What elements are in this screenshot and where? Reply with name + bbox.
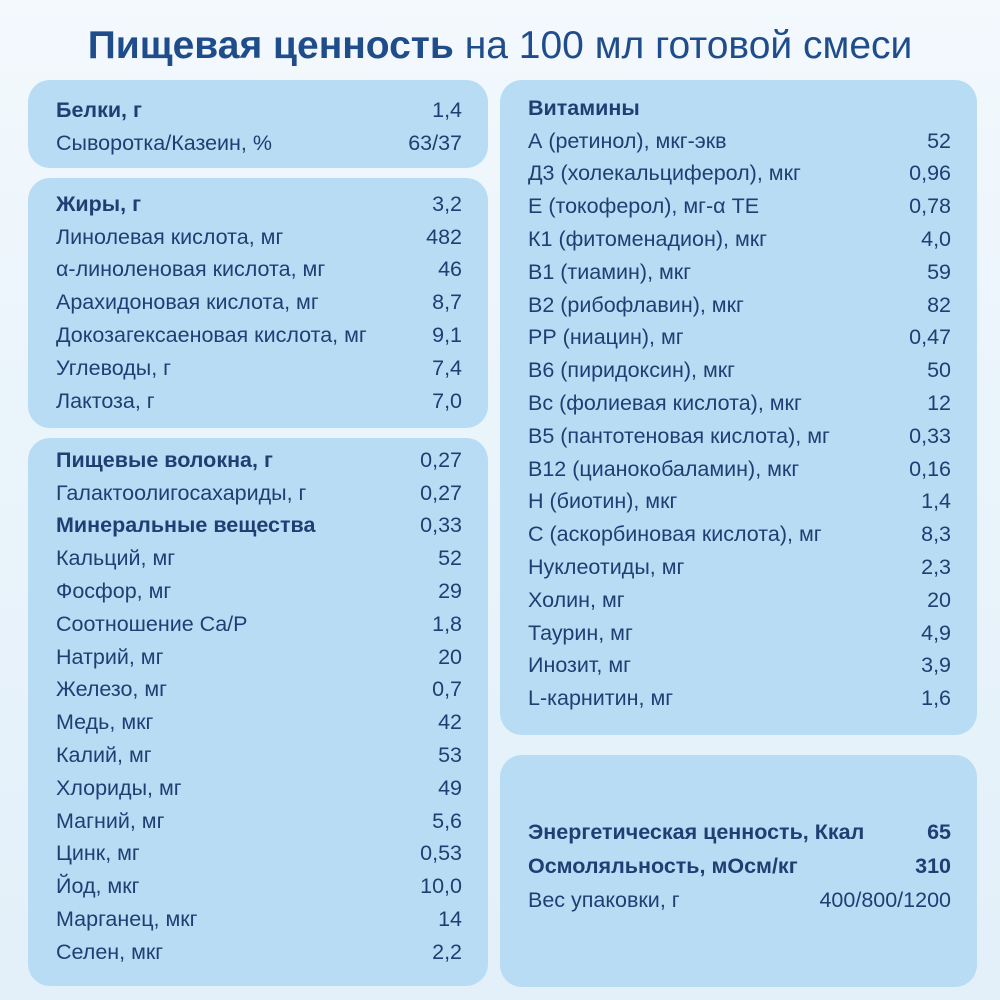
- vitamins-row-value: 0,16: [909, 456, 951, 481]
- fiber-row-label: Фосфор, мг: [56, 579, 172, 604]
- vitamins-row-value: 0,78: [909, 194, 951, 219]
- fiber-row-label: Соотношение Ca/P: [56, 611, 248, 636]
- vitamins-row-value: 20: [927, 587, 951, 612]
- fiber-row: [56, 575, 462, 608]
- protein-row: [56, 127, 462, 160]
- fats-row-label: α-линоленовая кислота, мг: [56, 257, 326, 282]
- fiber-row: [56, 674, 462, 707]
- energy-row: [528, 883, 951, 917]
- vitamins-row-label: РР (ниацин), мг: [528, 325, 684, 350]
- fiber-row-label: Марганец, мкг: [56, 907, 198, 932]
- vitamins-row-label: Холин, мг: [528, 587, 625, 612]
- vitamins-row-label: К1 (фитоменадион), мкг: [528, 227, 767, 252]
- fiber-row-label: Магний, мг: [56, 808, 165, 833]
- vitamins-row-value: 8,3: [921, 522, 951, 547]
- vitamins-panel: [500, 80, 977, 735]
- vitamins-row-value: 0,96: [909, 161, 951, 186]
- fats-row-value: 46: [438, 257, 462, 282]
- fiber-row-value: 42: [438, 710, 462, 735]
- fiber-row-value: 10,0: [420, 874, 462, 899]
- protein-row-value: 63/37: [408, 131, 462, 155]
- vitamins-row: [528, 289, 951, 322]
- vitamins-row-value: 1,6: [921, 686, 951, 711]
- vitamins-row-value: 4,9: [921, 620, 951, 645]
- fiber-row-label: Натрий, мг: [56, 644, 164, 669]
- vitamins-row-label: Е (токоферол), мг-α ТЕ: [528, 194, 760, 219]
- fats-row: [56, 286, 462, 319]
- fats-row-value: 7,4: [432, 355, 462, 380]
- protein-row-label: Белки, г: [56, 98, 142, 122]
- protein-row: [56, 94, 462, 127]
- page-title: [0, 22, 1000, 70]
- vitamins-row-label: Н (биотин), мкг: [528, 489, 678, 514]
- title-rest: на 100 мл готовой смеси: [464, 24, 913, 67]
- fiber-row-label: Пищевые волокна, г: [56, 447, 273, 472]
- fiber-row: [56, 838, 462, 871]
- fats-row-value: 3,2: [432, 191, 462, 216]
- vitamins-row-value: 0,33: [909, 423, 951, 448]
- fiber-row-value: 0,7: [432, 677, 462, 702]
- energy-panel: [500, 755, 977, 987]
- vitamins-row-value: 0,47: [909, 325, 951, 350]
- fats-row: [56, 254, 462, 287]
- vitamins-row-label: L-карнитин, мг: [528, 686, 674, 711]
- fiber-row-value: 2,2: [432, 939, 462, 964]
- vitamins-row-value: 82: [927, 292, 951, 317]
- vitamins-row: [528, 190, 951, 223]
- vitamins-row-value: 12: [927, 391, 951, 416]
- fats-row: [56, 385, 462, 418]
- fiber-row-value: 20: [438, 644, 462, 669]
- vitamins-row-label: В6 (пиридоксин), мкг: [528, 358, 735, 383]
- fiber-row-value: 49: [438, 775, 462, 800]
- vitamins-row-label: Витамины: [528, 95, 640, 120]
- fiber-minerals-panel: [28, 438, 488, 986]
- vitamins-row-label: В1 (тиамин), мкг: [528, 259, 692, 284]
- fiber-row: [56, 444, 462, 477]
- vitamins-row: [528, 158, 951, 191]
- fiber-row-label: Минеральные вещества: [56, 513, 316, 538]
- fats-row: [56, 188, 462, 221]
- fiber-row-label: Калий, мг: [56, 743, 152, 768]
- vitamins-row-label: С (аскорбиновая кислота), мг: [528, 522, 822, 547]
- fiber-row: [56, 706, 462, 739]
- fats-row-label: Жиры, г: [56, 191, 142, 216]
- fiber-row: [56, 641, 462, 674]
- fats-row: [56, 352, 462, 385]
- vitamins-row: [528, 551, 951, 584]
- fats-panel: [28, 178, 488, 428]
- vitamins-row-label: Нуклеотиды, мг: [528, 555, 685, 580]
- energy-row-label: Осмоляльность, мОсм/кг: [528, 853, 798, 878]
- vitamins-row: [528, 453, 951, 486]
- fiber-row-value: 0,27: [420, 447, 462, 472]
- energy-row-value: 65: [927, 819, 951, 844]
- fiber-row-label: Йод, мкг: [56, 874, 140, 899]
- vitamins-row: [528, 354, 951, 387]
- fiber-row-label: Хлориды, мг: [56, 775, 182, 800]
- fiber-row: [56, 477, 462, 510]
- vitamins-row-label: А (ретинол), мкг-экв: [528, 128, 727, 153]
- fiber-row: [56, 936, 462, 969]
- energy-row-value: 400/800/1200: [819, 887, 951, 912]
- vitamins-row: [528, 518, 951, 551]
- vitamins-row: [528, 387, 951, 420]
- fiber-row: [56, 870, 462, 903]
- vitamins-row: [528, 125, 951, 158]
- fiber-row-value: 0,33: [420, 513, 462, 538]
- vitamins-row: [528, 650, 951, 683]
- vitamins-row-label: В12 (цианокобаламин), мкг: [528, 456, 800, 481]
- fats-row-value: 9,1: [432, 323, 462, 348]
- fats-row-value: 8,7: [432, 290, 462, 315]
- fiber-row-value: 5,6: [432, 808, 462, 833]
- fiber-row-value: 53: [438, 743, 462, 768]
- fiber-row: [56, 772, 462, 805]
- vitamins-row: [528, 223, 951, 256]
- vitamins-row-label: Таурин, мг: [528, 620, 633, 645]
- vitamins-row-label: Инозит, мг: [528, 653, 631, 678]
- vitamins-row-value: 59: [927, 259, 951, 284]
- fats-row-label: Арахидоновая кислота, мг: [56, 290, 319, 315]
- vitamins-row: [528, 682, 951, 715]
- fiber-row-label: Медь, мкг: [56, 710, 154, 735]
- fats-row-label: Линолевая кислота, мг: [56, 224, 284, 249]
- vitamins-row: [528, 584, 951, 617]
- fiber-row-label: Железо, мг: [56, 677, 168, 702]
- energy-row: [528, 849, 951, 883]
- fats-row: [56, 221, 462, 254]
- protein-panel: [28, 80, 488, 168]
- vitamins-row-label: В2 (рибофлавин), мкг: [528, 292, 744, 317]
- vitamins-row-value: 3,9: [921, 653, 951, 678]
- fiber-row-value: 29: [438, 579, 462, 604]
- vitamins-row-value: 50: [927, 358, 951, 383]
- vitamins-row-value: 2,3: [921, 555, 951, 580]
- fiber-row: [56, 903, 462, 936]
- fiber-row-label: Селен, мкг: [56, 939, 164, 964]
- title-bold: Пищевая ценность: [87, 24, 454, 67]
- vitamins-row-value: 1,4: [921, 489, 951, 514]
- vitamins-row-value: 4,0: [921, 227, 951, 252]
- fiber-row: [56, 739, 462, 772]
- vitamins-row: [528, 420, 951, 453]
- fats-row: [56, 319, 462, 352]
- energy-row: [528, 815, 951, 849]
- vitamins-row: [528, 256, 951, 289]
- protein-row-value: 1,4: [432, 98, 462, 122]
- fiber-row-value: 14: [438, 907, 462, 932]
- energy-row-value: 310: [915, 853, 951, 878]
- fiber-row: [56, 805, 462, 838]
- fiber-row-label: Галактоолигосахариды, г: [56, 480, 307, 505]
- fats-row-label: Докозагексаеновая кислота, мг: [56, 323, 367, 348]
- fiber-row: [56, 608, 462, 641]
- fiber-row-value: 0,27: [420, 480, 462, 505]
- fats-row-label: Лактоза, г: [56, 388, 155, 413]
- fiber-row: [56, 542, 462, 575]
- fiber-row-value: 1,8: [432, 611, 462, 636]
- fiber-row: [56, 510, 462, 543]
- fiber-row-value: 52: [438, 546, 462, 571]
- vitamins-row-label: В5 (пантотеновая кислота), мг: [528, 423, 830, 448]
- energy-row-label: Энергетическая ценность, Ккал: [528, 819, 865, 844]
- vitamins-row: [528, 92, 951, 125]
- vitamins-row-value: 52: [927, 128, 951, 153]
- vitamins-row-label: Вс (фолиевая кислота), мкг: [528, 391, 802, 416]
- vitamins-row: [528, 486, 951, 519]
- vitamins-row: [528, 322, 951, 355]
- fiber-row-label: Цинк, мг: [56, 841, 140, 866]
- energy-row-label: Вес упаковки, г: [528, 887, 680, 912]
- protein-row-label: Сыворотка/Казеин, %: [56, 131, 272, 155]
- vitamins-row-label: Д3 (холекальциферол), мкг: [528, 161, 801, 186]
- fats-row-value: 482: [426, 224, 462, 249]
- fats-row-value: 7,0: [432, 388, 462, 413]
- fats-row-label: Углеводы, г: [56, 355, 172, 380]
- fiber-row-value: 0,53: [420, 841, 462, 866]
- vitamins-row: [528, 617, 951, 650]
- fiber-row-label: Кальций, мг: [56, 546, 176, 571]
